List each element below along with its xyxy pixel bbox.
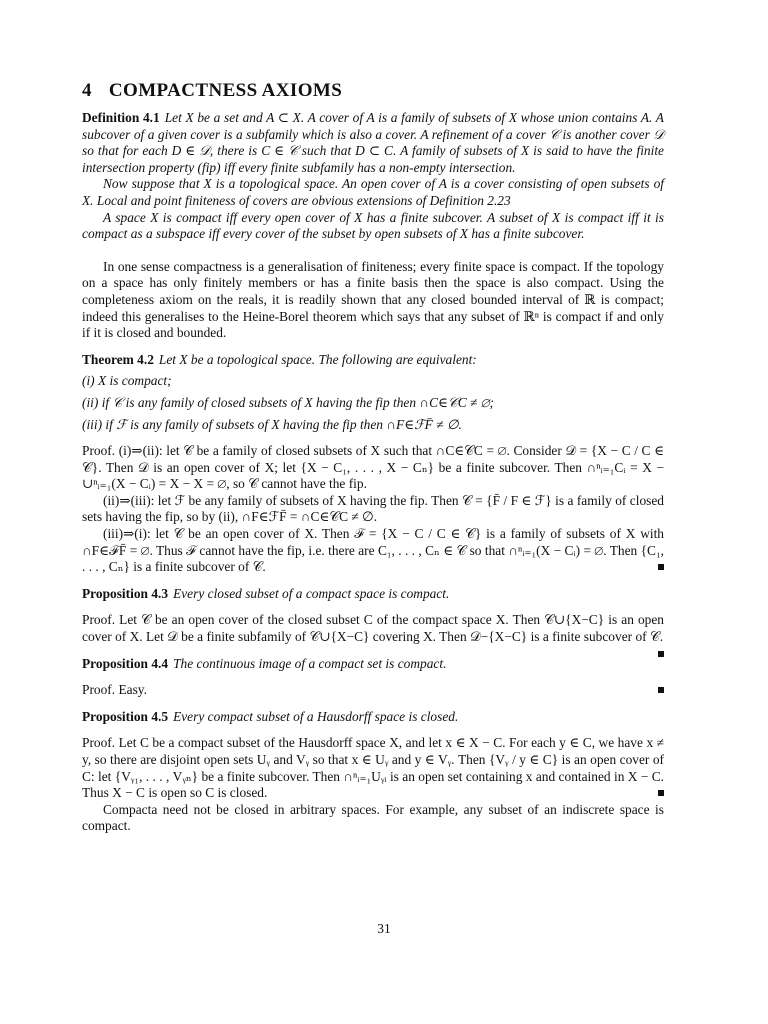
definition-text: Let X be a set and A ⊂ X. A cover of A is a family of subsets of X whose union contains A. A subcover of a given cover is a subfamily which is also a cover. A refinement of a cover 𝒞 is another cover 𝒟 so that for each D ∈ 𝒟, there is C ∈ 𝒞 such that D ⊂ C. A family of subsets of X is said to have the finite intersection property (fip) iff every finite subfamily has a non-empty intersection.	[82, 110, 664, 175]
proposition-4-5	[82, 709, 664, 726]
definition-paragraph-3: A space X is compact iff every open cover of X has a finite subcover. A subset of X is compact iff it is compact as a subspace iff every cover of the subset by open subsets of X has a finite subcover.	[82, 209, 664, 242]
qed-square-icon	[658, 790, 664, 796]
section-number: 4	[82, 80, 92, 101]
page-body	[82, 110, 664, 835]
proposition-text: Every closed subset of a compact space is compact.	[173, 585, 450, 601]
qed-square-icon	[658, 651, 664, 657]
proposition-text: Every compact subset of a Hausdorff space is closed.	[173, 708, 459, 724]
theorem-4-2	[82, 352, 664, 369]
page-number: 31	[377, 921, 391, 936]
body-paragraph: In one sense compactness is a generalisation of finiteness; every finite space is compact. If the topology on a space has only finitely members or has a finite basis then the space is also compact. Using the completeness axiom on the reals, it is readily shown that any closed bounded interval of ℝ is compact; indeed this generalises to the Heine-Borel theorem which says that any subset of ℝⁿ is compact if and only if it is closed and bounded.	[82, 258, 664, 341]
proposition-heading: Proposition 4.3	[82, 585, 169, 601]
qed-square-icon	[658, 564, 664, 570]
proof-4-5-text: Proof. Let C be a compact subset of the Hausdorff space X, and let x ∈ X − C. For each y ∈ C, we have x ≠ y, so there are disjoint open sets Uᵧ and Vᵧ so that x ∈ Uᵧ and y ∈ Vᵧ. Then {Vᵧ / y ∈ C} is an open cover of C: let {Vᵧ₁, . . . , Vᵧₙ} be a finite subcover. Then ∩ⁿᵢ₌₁Uᵧᵢ is an open set containing x and contained in X − C. Thus X − C is open so C is closed.	[82, 735, 664, 801]
proposition-heading: Proposition 4.4	[82, 655, 169, 671]
definition-4-1	[82, 110, 664, 176]
proposition-text: The continuous image of a compact set is compact.	[173, 655, 447, 671]
proof-4-4	[82, 682, 664, 699]
compacta-remark: Compacta need not be closed in arbitrary spaces. For example, any subset of an indiscrete space is compact.	[82, 801, 664, 834]
proof-4-2-part-3-text: (iii)⇒(i): let 𝒞 be an open cover of X. Then ℱ = {X − C / C ∈ 𝒞} is a family of subsets of X with ∩F∈ℱF̄ = ∅. Thus ℱ cannot have the fip, i.e. there are C₁, . . . , Cₙ ∈ 𝒞 so that ∩ⁿᵢ₌₁(X − Cᵢ) = ∅. Then {C₁, . . . , Cₙ} is a finite subcover of 𝒞.	[82, 526, 664, 575]
proposition-heading: Proposition 4.5	[82, 708, 169, 724]
definition-paragraph-2: Now suppose that X is a topological space. An open cover of A is a cover consisting of open subsets of X. Local and point finiteness of covers are obvious extensions of Definition 2.23	[82, 176, 664, 208]
theorem-heading: Theorem 4.2	[82, 351, 154, 367]
proof-4-2-part-3	[82, 526, 664, 576]
theorem-item-iii: (iii) if ℱ is any family of subsets of X having the fip then ∩F∈ℱF̄ ≠ ∅.	[82, 416, 462, 432]
proposition-4-3	[82, 586, 664, 603]
qed-square-icon	[658, 687, 664, 693]
proof-4-5	[82, 735, 664, 801]
proposition-4-4	[82, 656, 664, 673]
theorem-item-ii: (ii) if 𝒞 is any family of closed subsets of X having the fip then ∩C∈𝒞C ≠ ∅;	[82, 394, 494, 410]
section-title	[82, 80, 342, 102]
theorem-item-i: (i) X is compact;	[82, 373, 172, 389]
proof-4-4-text: Proof. Easy.	[82, 682, 147, 698]
proof-4-2-part-2: (ii)⇒(iii): let ℱ be any family of subsets of X having the fip. Then 𝒞 = {F̄ / F ∈ ℱ} is a family of closed sets having the fip, so by (ii), ∩F∈ℱF̄ = ∩C∈𝒞C ≠ ∅.	[82, 492, 664, 525]
proof-4-3	[82, 612, 664, 645]
theorem-text: Let X be a topological space. The following are equivalent:	[158, 351, 477, 367]
section-title-text: COMPACTNESS AXIOMS	[108, 80, 343, 101]
proof-4-3-text: Proof. Let 𝒞 be an open cover of the closed subset C of the compact space X. Then 𝒞∪{X−C} is an open cover of X. Let 𝒟 be a finite subfamily of 𝒞∪{X−C} covering X. Then 𝒟−{X−C} is a finite subcover of 𝒞.	[82, 612, 664, 645]
proof-4-2-part-1: Proof. (i)⇒(ii): let 𝒞 be a family of closed subsets of X such that ∩C∈𝒞C = ∅. Consider 𝒟 = {X − C / C ∈ 𝒞}. Then 𝒟 is an open cover of X; let {X − C₁, . . . , X − Cₙ} be a finite subcover. Then ∩ⁿᵢ₌₁Cᵢ = X − ∪ⁿᵢ₌₁(X − Cᵢ) = X − X = ∅, so 𝒞 cannot have the fip.	[82, 443, 664, 492]
definition-heading: Definition 4.1	[82, 110, 160, 125]
